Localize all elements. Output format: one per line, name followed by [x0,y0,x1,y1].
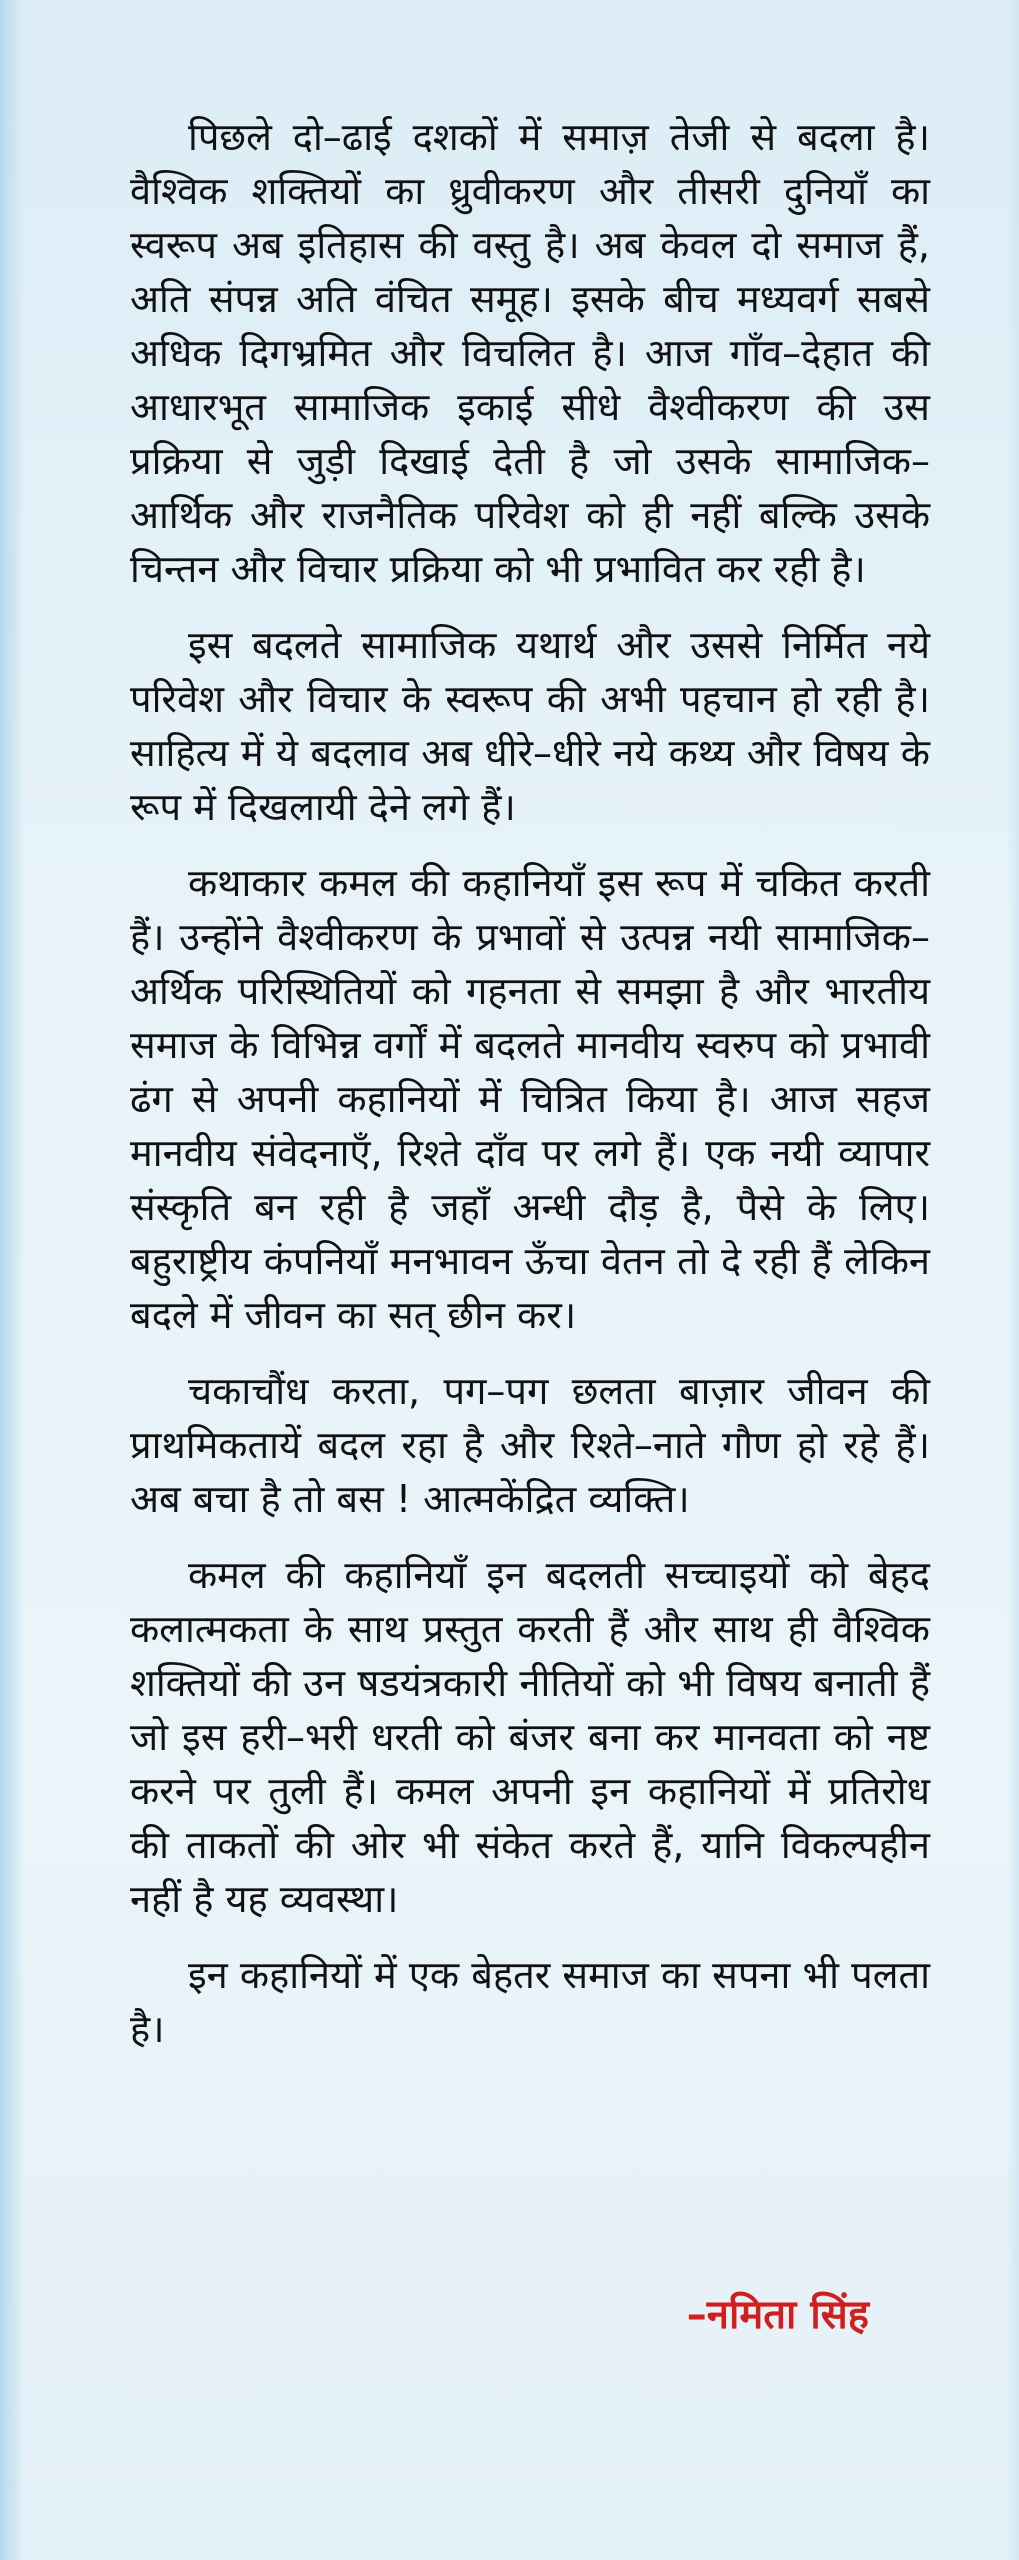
paragraph-2: इस बदलते सामाजिक यथार्थ और उससे निर्मित नये परिवेश और विचार के स्वरूप की अभी पहचान हो रही है। साहित्य में ये बदलाव अब धीरे–धीरे नये कथ्य और विषय के रूप में दिखलायी देने लगे हैं। [130,623,930,829]
paragraph-4: चकाचौंध करता, पग–पग छलता बाज़ार जीवन की प्राथमिकतायें बदल रहा है और रिश्ते–नाते गौण हो रहे हैं। अब बचा है तो बस ! आत्मकेंद्रित व्यक्ति। [130,1369,930,1521]
paragraph-3: कथाकार कमल की कहानियाँ इस रूप में चकित करती हैं। उन्होंने वैश्वीकरण के प्रभावों से उत्पन्न नयी सामाजिक–अर्थिक परिस्थितियों को गहनता से समझा है और भारतीय समाज के विभिन्न वर्गों में बदलते मानवीय स्वरुप को प्रभावी ढंग से अपनी कहानियों में चित्रित किया है। आज सहज मानवीय संवेदनाएँ, रिश्ते दाँव पर लगे हैं। एक नयी व्यापार संस्कृति बन रही है जहाँ अन्धी दौड़ है, पैसे के लिए। बहुराष्ट्रीय कंपनियाँ मनभावन ऊँचा वेतन तो दे रही हैं लेकिन बदले में जीवन का सत् छीन कर। [130,861,930,1337]
cover-left-edge [0,0,24,2560]
cover-right-edge [1007,0,1019,2560]
paragraph-6: इन कहानियों में एक बेहतर समाज का सपना भी पलता है। [130,1953,930,2051]
blurb-text-block [130,110,930,2078]
author-signature: –नमिता सिंह [686,2292,869,2338]
paragraph-5: कमल की कहानियाँ इन बदलती सच्चाइयों को बेहद कलात्मकता के साथ प्रस्तुत करती हैं और साथ ही वैश्विक शक्तियों की उन षडयंत्रकारी नीतियों को भी विषय बनाती हैं जो इस हरी–भरी धरती को बंजर बना कर मानवता को नष्ट करने पर तुली हैं। कमल अपनी इन कहानियों में प्रतिरोध की ताकतों की ओर भी संकेत करते हैं, यानि विकल्पहीन नहीं है यह व्यवस्था। [130,1553,930,1921]
paragraph-1: पिछले दो–ढाई दशकों में समाज़ तेजी से बदला है। वैश्विक शक्तियों का ध्रुवीकरण और तीसरी दुनियाँ का स्वरूप अब इतिहास की वस्तु है। अब केवल दो समाज हैं, अति संपन्न अति वंचित समूह। इसके बीच मध्यवर्ग सबसे अधिक दिगभ्रमित और विचलित है। आज गाँव–देहात की आधारभूत सामाजिक इकाई सीधे वैश्वीकरण की उस प्रक्रिया से जुड़ी दिखाई देती है जो उसके सामाजिक–आर्थिक और राजनैतिक परिवेश को ही नहीं बल्कि उसके चिन्तन और विचार प्रक्रिया को भी प्रभावित कर रही है। [130,115,930,591]
